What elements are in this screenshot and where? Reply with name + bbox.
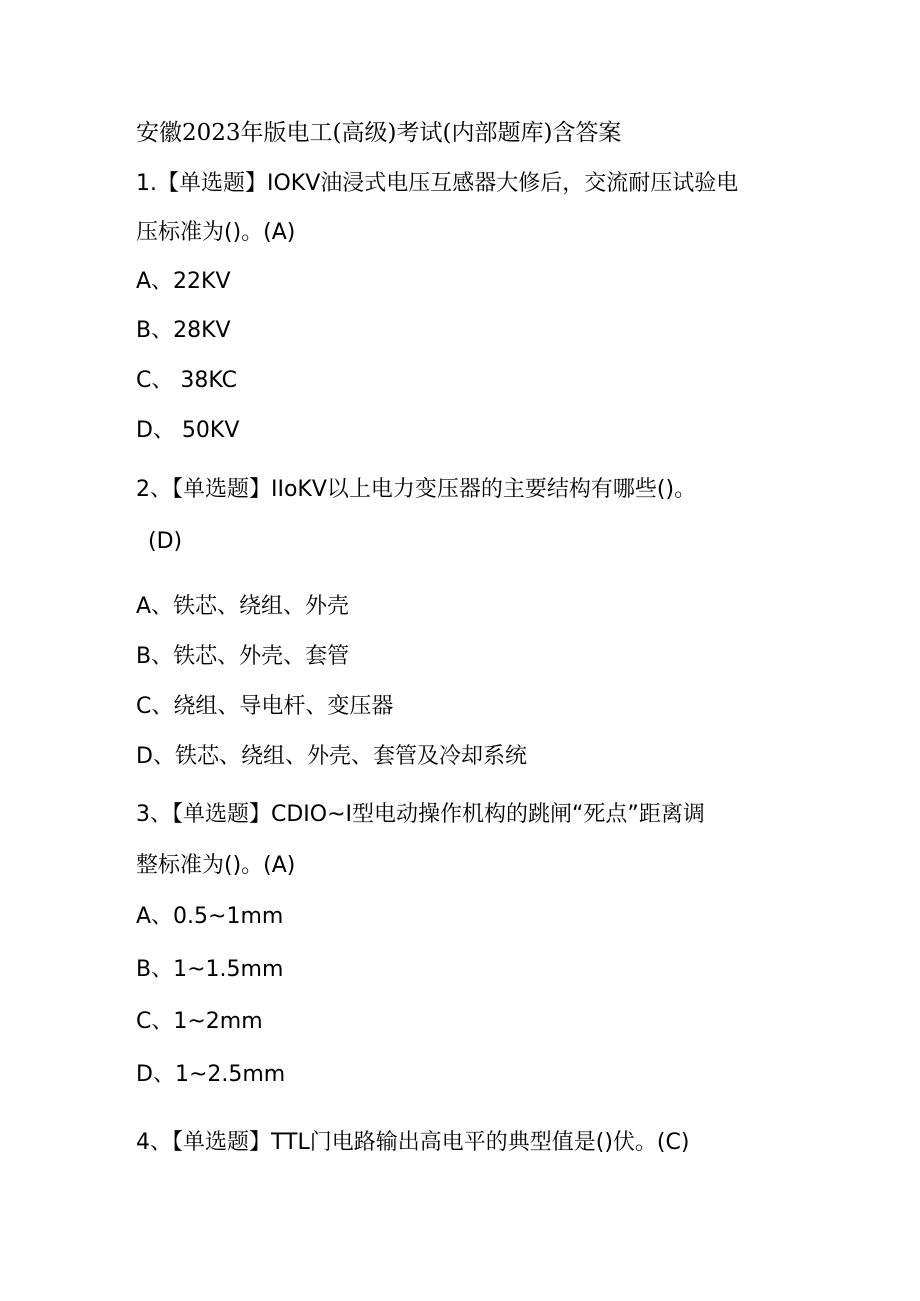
question-1-stem-line-2: 压标准为()。(A): [136, 220, 296, 245]
question-2-stem-line-1: 2、【单选题】IIoKV以上电力变压器的主要结构有哪些()。: [136, 477, 697, 502]
question-1-option-d: D、 50KV: [136, 418, 240, 443]
question-1-option-c: C、 38KC: [136, 368, 237, 393]
question-2-option-b: B、铁芯、外壳、套管: [136, 644, 350, 669]
question-3-option-b: B、1~1.5mm: [136, 957, 284, 982]
question-3-option-a: A、0.5~1mm: [136, 904, 284, 929]
question-3-stem-line-2: 整标准为()。(A): [136, 853, 296, 878]
question-2-option-d: D、铁芯、绕组、外壳、套管及冷却系统: [136, 744, 527, 769]
question-2-option-c: C、绕组、导电杆、变压器: [136, 694, 394, 719]
question-2-stem-line-2: (D): [148, 529, 183, 554]
question-3-option-d: D、1~2.5mm: [136, 1062, 286, 1087]
question-1-option-a: A、22KV: [136, 269, 231, 294]
question-1-option-b: B、28KV: [136, 318, 231, 343]
document-title: 安徽2023年版电工(高级)考试(内部题库)含答案: [136, 120, 622, 146]
question-3-stem-line-1: 3、【单选题】CDIO~I型电动操作机构的跳闸“死点”距离调: [136, 802, 705, 827]
question-2-option-a: A、铁芯、绕组、外壳: [136, 594, 350, 619]
question-1-stem-line-1: 1.【单选题】IOKV油浸式电压互感器大修后，交流耐压试验电: [136, 171, 739, 196]
question-3-option-c: C、1~2mm: [136, 1009, 263, 1034]
question-4-stem-line-1: 4、【单选题】TTL门电路输出高电平的典型值是()伏。(C): [136, 1130, 690, 1155]
